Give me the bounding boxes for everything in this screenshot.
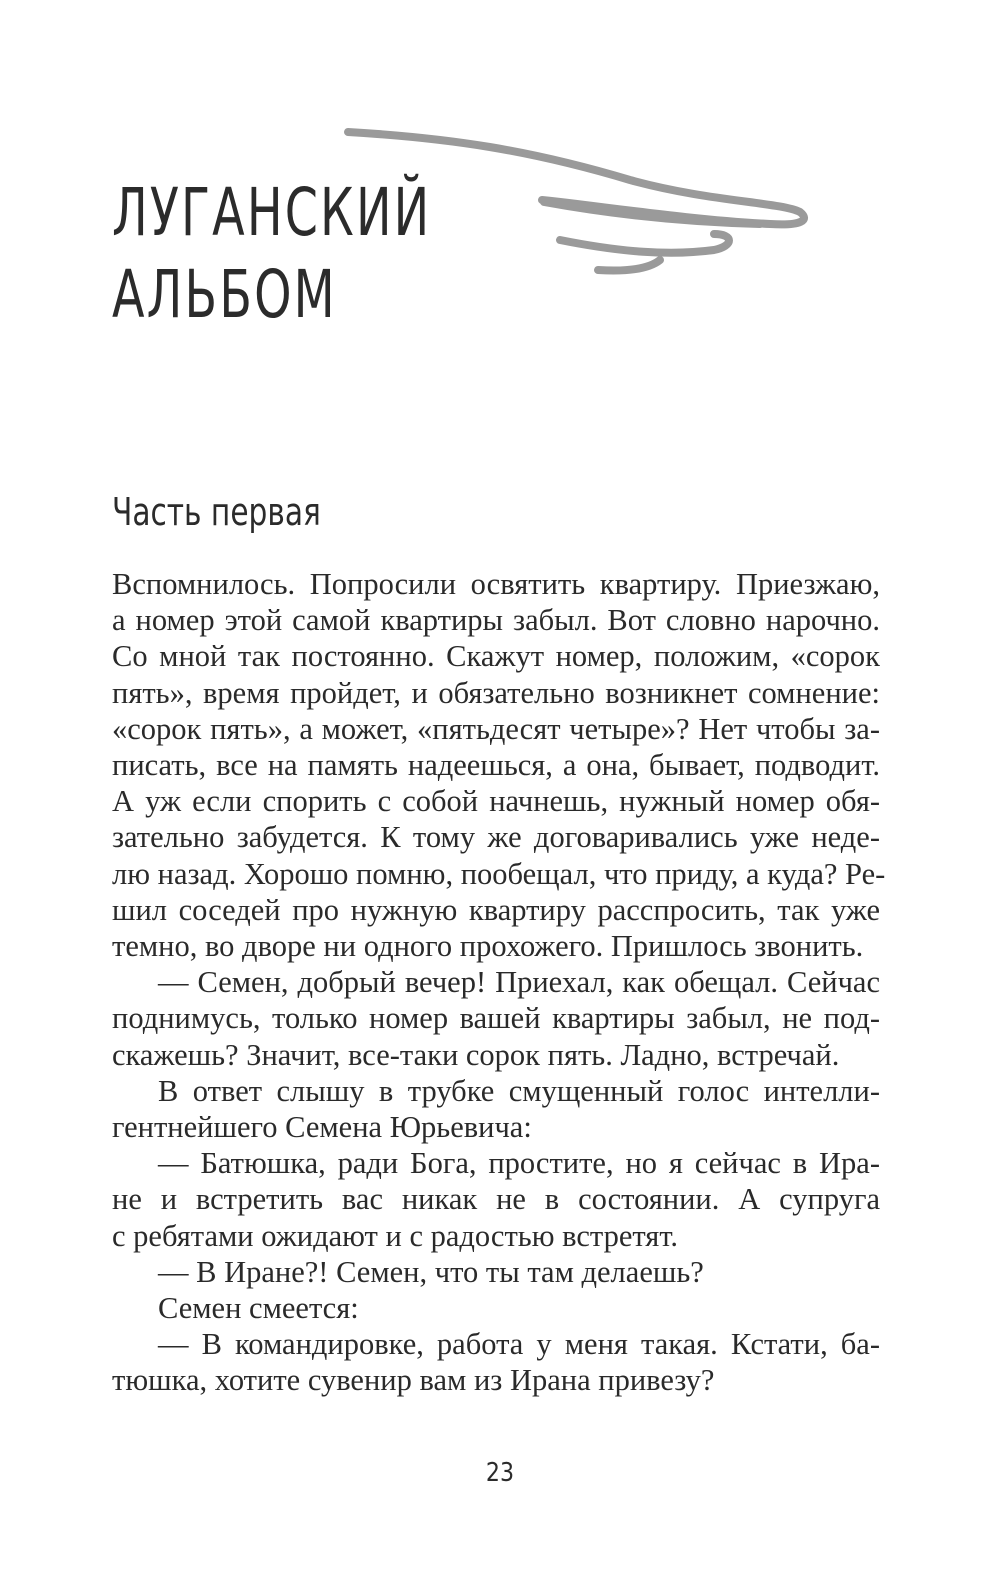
text-line: гентнейшего Семена Юрьевича: [112,1110,532,1145]
text-line: писать, все на память надеешься, а она, бывает, подводит. [112,748,880,783]
text-line: пять», время пройдет, и обязательно возникнет сомнение: [112,675,880,710]
text-line: — Семен, добрый вечер! Приехал, как обещал. Сейчас [158,965,880,1000]
text-line: темно, во дворе ни одного прохожего. Пришлось звонить. [112,929,864,964]
body-text [112,566,886,1399]
chapter-title-line-1: ЛУГАНСКИЙ [112,174,432,251]
chapter-title-line-2: АЛЬБОМ [112,256,337,333]
text-line: тюшка, хотите сувенир вам из Ирана привезу? [112,1363,715,1398]
text-line: Семен смеется: [158,1291,359,1326]
text-line: — В Иране?! Семен, что ты там делаешь? [158,1254,704,1289]
text-line: А уж если спорить с собой начнешь, нужный номер обя- [112,784,880,819]
text-line: скажешь? Значит, все-таки сорок пять. Ладно, встречай. [112,1037,840,1072]
page-number: 23 [485,1458,515,1488]
text-line: лю назад. Хорошо помню, пообещал, что приду, а куда? Ре- [112,856,886,891]
text-line: зательно забудется. К тому же договаривались уже неде- [112,820,880,855]
text-line: Со мной так постоянно. Скажут номер, положим, «сорок [112,639,880,674]
text-line: «сорок пять», а может, «пятьдесят четыре»? Нет чтобы за- [112,711,880,746]
text-line: — В командировке, работа у меня такая. Кстати, ба- [158,1327,880,1362]
text-line: поднимусь, только номер вашей квартиры забыл, не под- [112,1001,880,1036]
text-line: не и встретить вас никак не в состоянии. А супруга [112,1182,880,1217]
text-line: с ребятами ожидают и с радостью встретят. [112,1218,678,1253]
text-line: — Батюшка, ради Бога, простите, но я сейчас в Ира- [158,1146,880,1181]
text-line: шил соседей про нужную квартиру расспросить, так уже [112,892,880,927]
chapter-title [112,172,431,336]
text-line: а номер этой самой квартиры забыл. Вот словно нарочно. [112,603,880,638]
section-title: Часть первая [112,490,321,534]
text-line: В ответ слышу в трубке смущенный голос интелли- [158,1073,880,1108]
text-line: Вспомнилось. Попросили освятить квартиру. Приезжаю, [112,567,880,601]
